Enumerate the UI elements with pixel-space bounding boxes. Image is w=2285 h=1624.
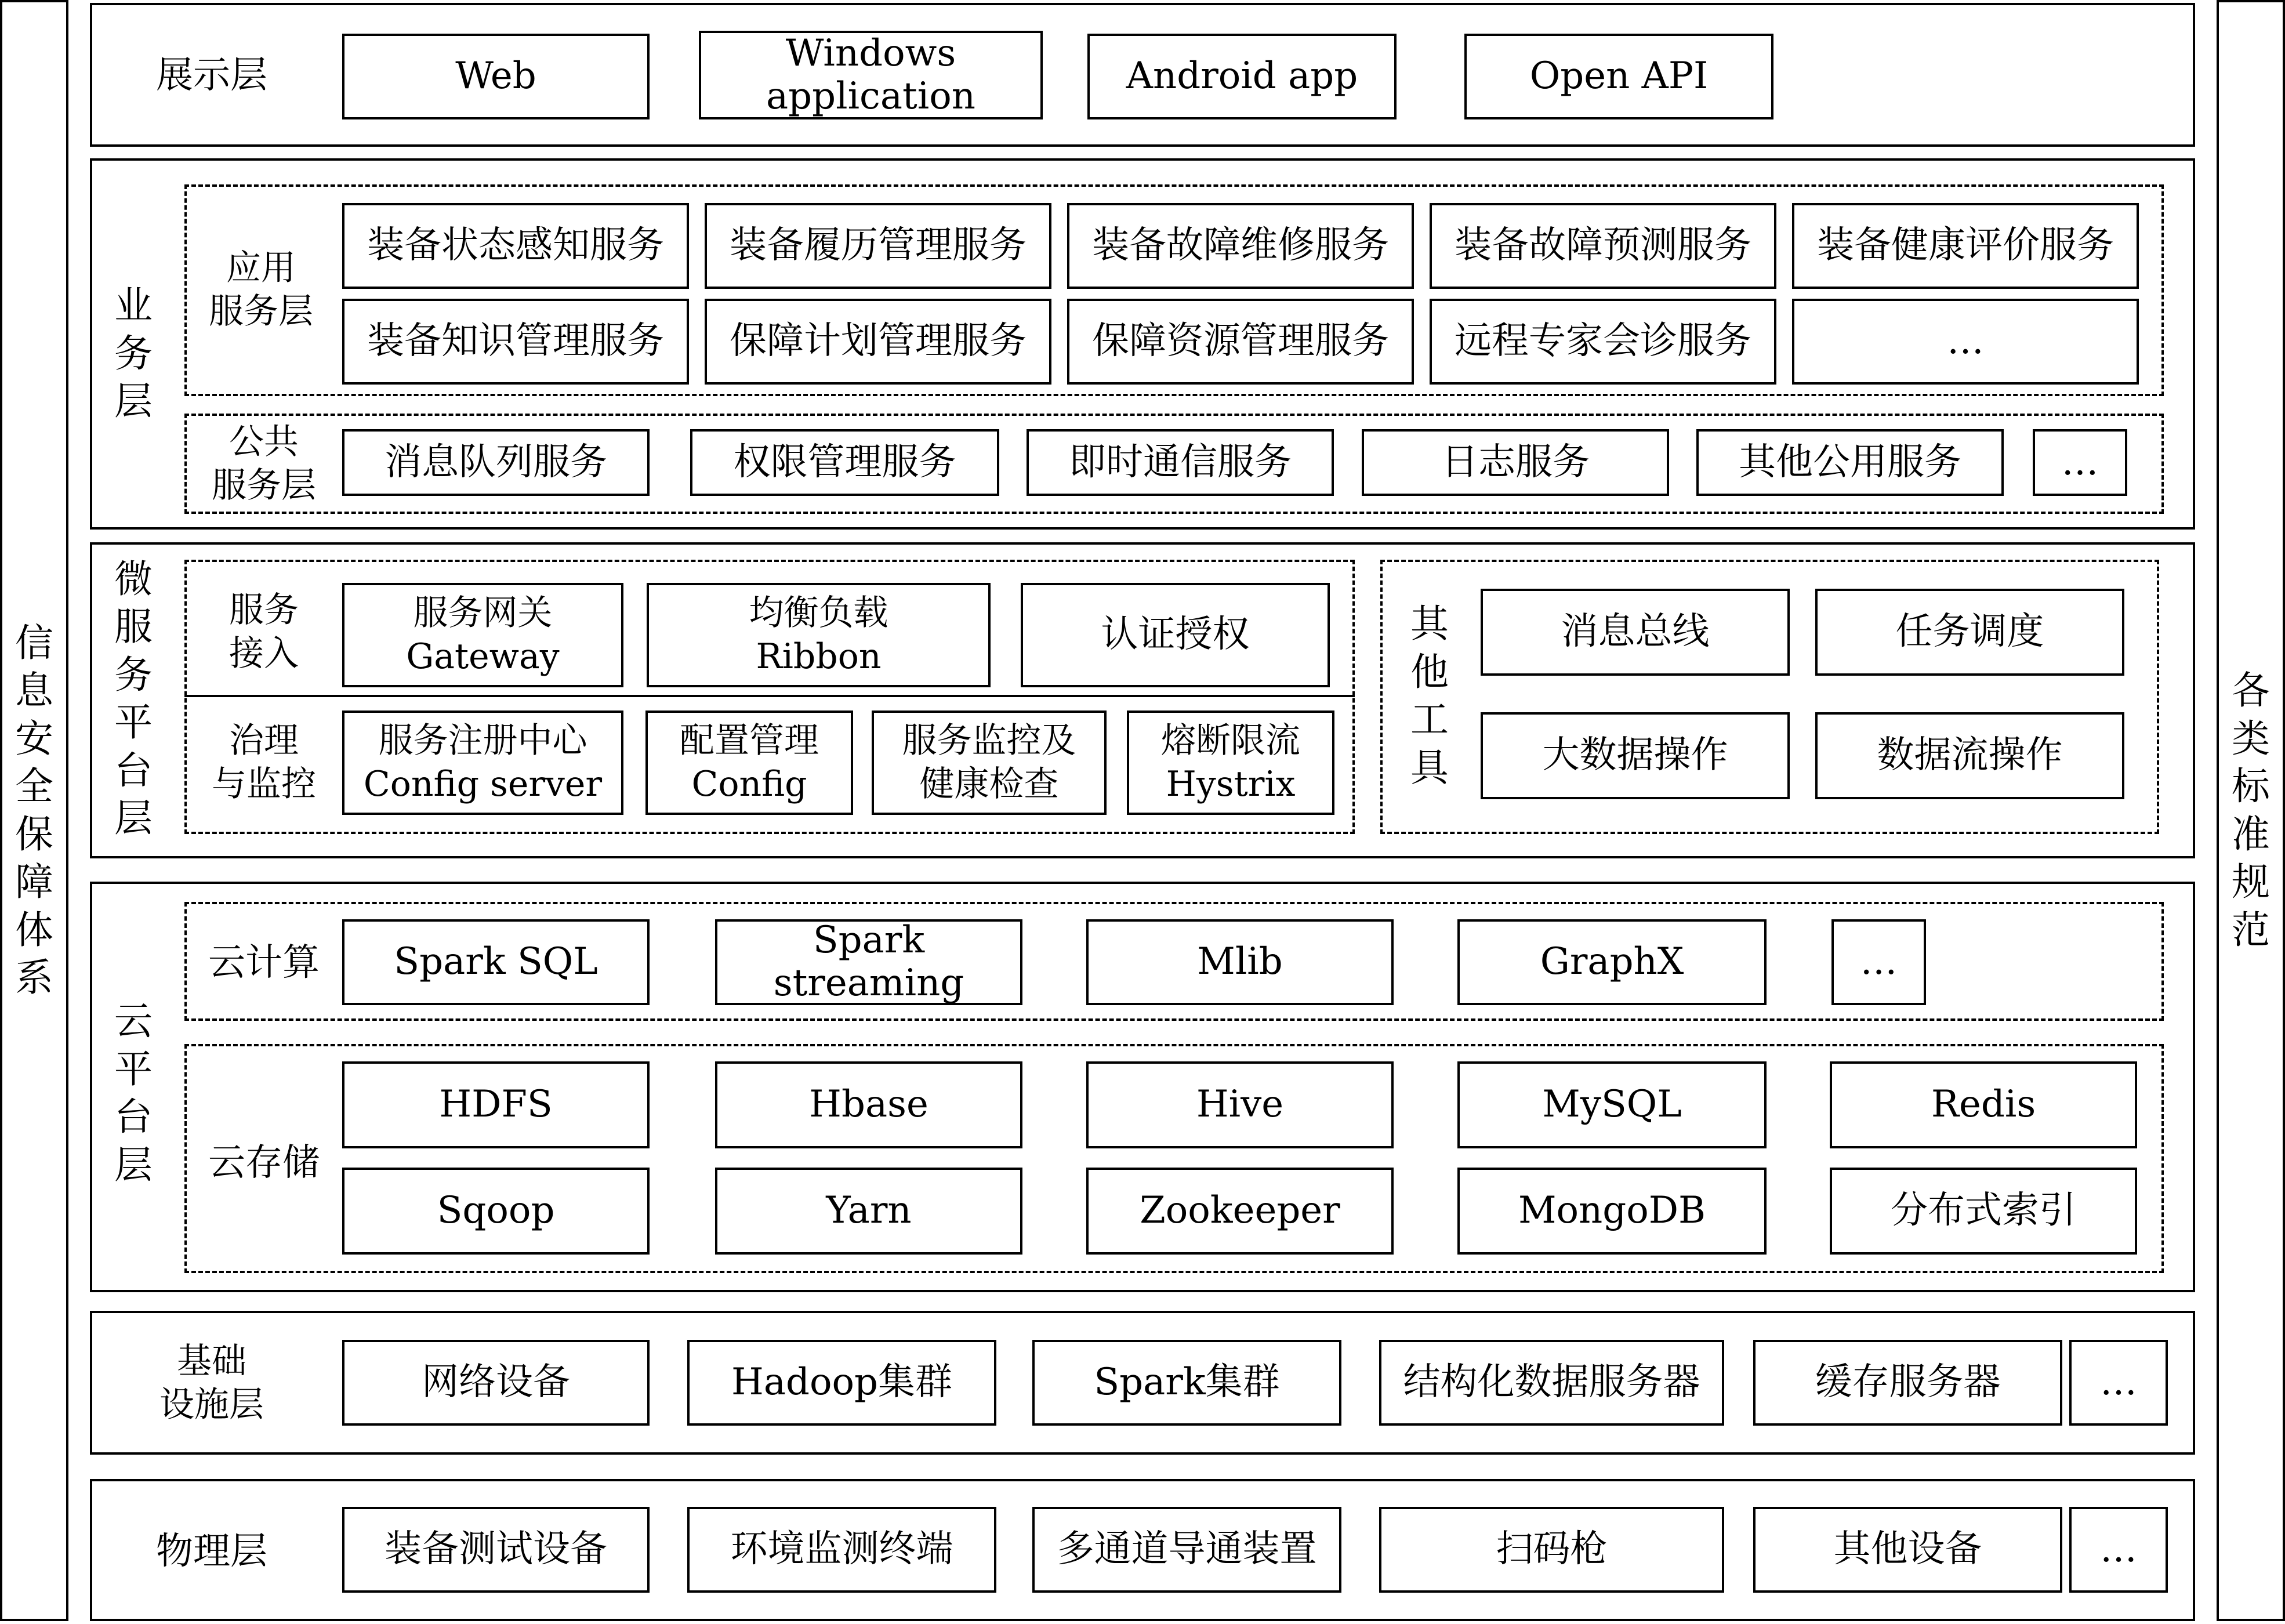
cloud-storage-item: Redis (1830, 1061, 2137, 1148)
cloud-compute-item: … (1831, 919, 1926, 1005)
other-tools-item: 消息总线 (1481, 589, 1790, 676)
common-service-item: 即时通信服务 (1027, 429, 1334, 496)
physical-layer-label: 物理层 (156, 1529, 267, 1573)
infrastructure-item: 网络设备 (342, 1340, 650, 1426)
infrastructure-item: Spark集群 (1032, 1340, 1341, 1426)
cloud-storage-item: HDFS (342, 1061, 650, 1148)
app-service-item: 保障资源管理服务 (1067, 299, 1414, 385)
info-security-system-label: 信 息 安 全 保 障 体 系 (15, 620, 53, 1000)
common-service-item: 日志服务 (1362, 429, 1669, 496)
cloud-storage-item: 分布式索引 (1830, 1168, 2137, 1255)
presentation-item: Windows application (699, 31, 1043, 119)
infrastructure-layer-label: 基础 设施层 (159, 1341, 264, 1425)
cloud-storage-item: Hbase (715, 1061, 1022, 1148)
app-service-item: 装备健康评价服务 (1792, 203, 2139, 289)
other-tools-label: 其 他 工 具 (1410, 601, 1449, 790)
other-tools-item: 数据流操作 (1815, 712, 2124, 799)
governance-item: 熔断限流 Hystrix (1127, 710, 1334, 815)
app-service-item: … (1792, 299, 2139, 385)
physical-item: … (2069, 1507, 2168, 1593)
physical-item: 其他设备 (1753, 1507, 2062, 1593)
standards-spec-bar (2217, 0, 2285, 1621)
infrastructure-item: 结构化数据服务器 (1379, 1340, 1724, 1426)
cloud-compute-item: GraphX (1457, 919, 1767, 1005)
standards-spec-label: 各 类 标 准 规 范 (2232, 668, 2270, 952)
physical-item: 环境监测终端 (687, 1507, 996, 1593)
info-security-system-bar (0, 0, 68, 1621)
presentation-item: Android app (1087, 34, 1397, 119)
service-access-item: 均衡负载 Ribbon (647, 583, 991, 687)
cloud-storage-label: 云存储 (208, 1141, 320, 1184)
physical-item: 装备测试设备 (342, 1507, 650, 1593)
app-service-item: 装备状态感知服务 (342, 203, 689, 289)
governance-item: 服务监控及 健康检查 (872, 710, 1107, 815)
other-tools-item: 大数据操作 (1481, 712, 1790, 799)
common-service-item: 权限管理服务 (690, 429, 999, 496)
presentation-item: Web (342, 34, 650, 119)
governance-item: 服务注册中心 Config server (342, 710, 623, 815)
cloud-compute-item: Spark streaming (715, 919, 1022, 1005)
infrastructure-item: … (2069, 1340, 2168, 1426)
cloud-storage-item: Zookeeper (1086, 1168, 1394, 1255)
cloud-storage-item: Hive (1086, 1061, 1394, 1148)
cloud-platform-layer-label: 云 平 台 层 (114, 999, 153, 1187)
microservice-layer-label: 微 服 务 平 台 层 (114, 556, 153, 840)
infrastructure-item: Hadoop集群 (687, 1340, 996, 1426)
service-access-label: 服务 接入 (229, 590, 299, 674)
cloud-storage-item: Yarn (715, 1168, 1022, 1255)
cloud-compute-item: Mlib (1086, 919, 1394, 1005)
cloud-storage-item: Sqoop (342, 1168, 650, 1255)
cloud-storage-item: MongoDB (1457, 1168, 1767, 1255)
cloud-storage-item: MySQL (1457, 1061, 1767, 1148)
app-service-item: 保障计划管理服务 (705, 299, 1051, 385)
common-service-item: 消息队列服务 (342, 429, 650, 496)
common-service-item: … (2033, 429, 2127, 496)
common-service-label: 公共 服务层 (212, 422, 316, 506)
app-service-item: 装备知识管理服务 (342, 299, 689, 385)
common-service-item: 其他公用服务 (1696, 429, 2004, 496)
governance-label: 治理 与监控 (212, 720, 316, 804)
service-access-item: 认证授权 (1021, 583, 1330, 687)
governance-item: 配置管理 Config (645, 710, 853, 815)
cloud-compute-label: 云计算 (208, 941, 320, 984)
app-service-item: 远程专家会诊服务 (1430, 299, 1776, 385)
app-service-item: 装备故障预测服务 (1430, 203, 1776, 289)
app-service-item: 装备履历管理服务 (705, 203, 1051, 289)
infrastructure-item: 缓存服务器 (1753, 1340, 2062, 1426)
cloud-compute-item: Spark SQL (342, 919, 650, 1005)
app-service-label: 应用 服务层 (209, 248, 313, 332)
other-tools-item: 任务调度 (1815, 589, 2124, 676)
access-governance-divider (184, 695, 1355, 697)
app-service-item: 装备故障维修服务 (1067, 203, 1414, 289)
service-access-item: 服务网关 Gateway (342, 583, 623, 687)
presentation-layer-label: 展示层 (156, 53, 267, 97)
physical-item: 扫码枪 (1379, 1507, 1724, 1593)
business-layer-label: 业 务 层 (114, 283, 153, 424)
presentation-item: Open API (1464, 34, 1773, 119)
physical-item: 多通道导通装置 (1032, 1507, 1341, 1593)
